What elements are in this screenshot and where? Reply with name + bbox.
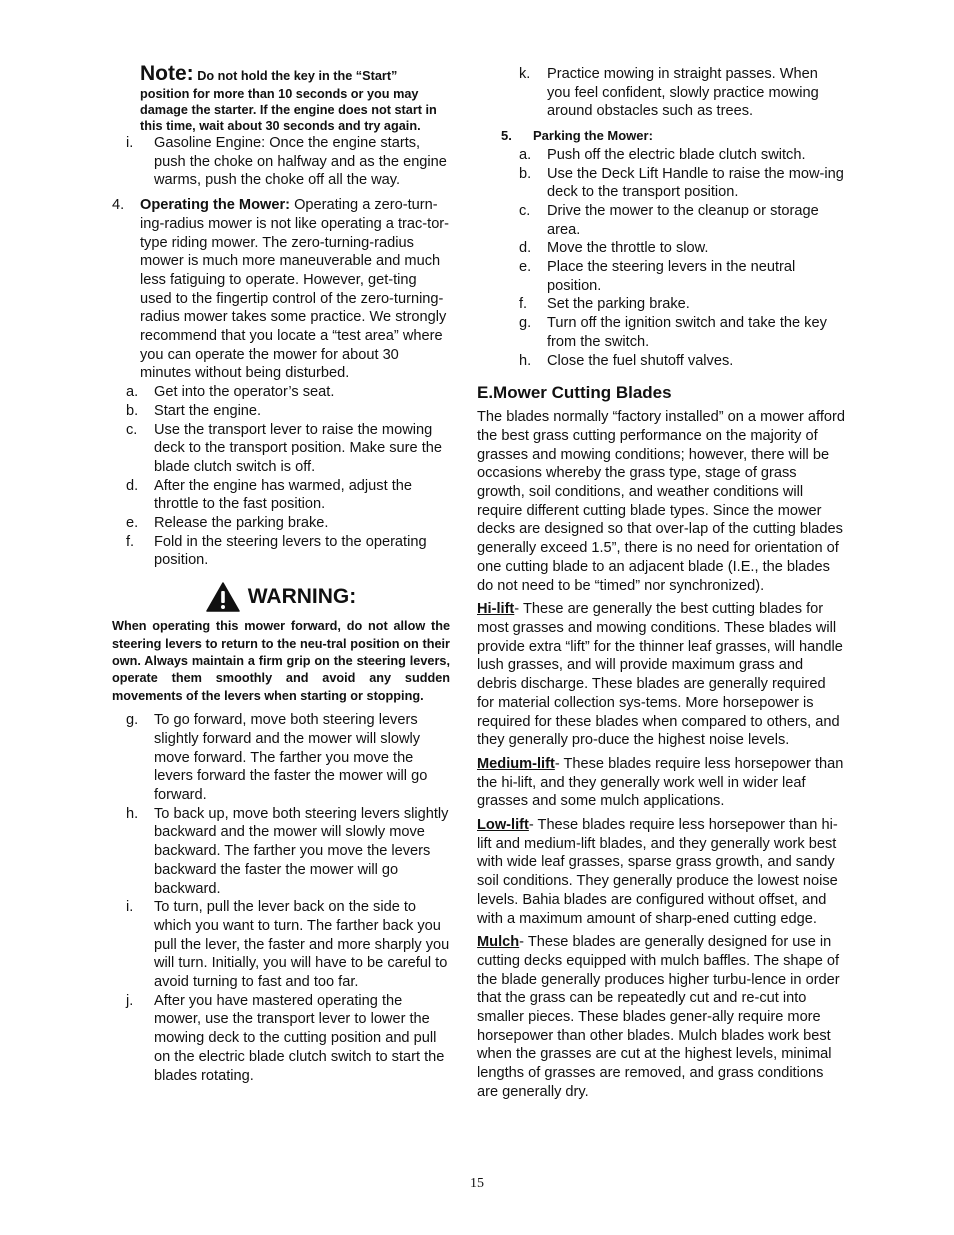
blade-low-lift bbox=[477, 816, 845, 928]
left-column bbox=[112, 62, 450, 1085]
list-item bbox=[126, 533, 450, 570]
step-4-text: Operating a zero-turn-ing-radius mower is not like operating a trac-tor-type riding mower. The zero-turning-radius mower is much more maneuverable and much less fatiguing to operate. However, get-ting used to the fingertip control of the zero-turning-radius mower takes some practice. We strongly recommend that you locate a “test area” where you can operate the mower for about 30 minutes without being disturbed. bbox=[140, 197, 450, 382]
blade-mulch bbox=[477, 933, 845, 1101]
list-marker: h. bbox=[519, 352, 532, 369]
list-text: Place the steering levers in the neutral position. bbox=[547, 259, 796, 294]
list-item bbox=[126, 514, 450, 533]
list-text: After the engine has warmed, adjust the throttle to the fast position. bbox=[154, 477, 412, 513]
list-item bbox=[126, 477, 450, 514]
list-item bbox=[519, 202, 845, 239]
step-4-items bbox=[112, 383, 450, 570]
step-4-body bbox=[140, 196, 450, 383]
step-4 bbox=[112, 196, 450, 383]
list-marker: i. bbox=[126, 135, 134, 151]
step-marker: 4. bbox=[112, 197, 125, 214]
list-marker: e. bbox=[126, 515, 139, 532]
blade-medium-lift bbox=[477, 755, 845, 811]
blade-term: Low-lift bbox=[477, 817, 529, 834]
list-marker: k. bbox=[519, 66, 531, 82]
list-marker: a. bbox=[126, 384, 139, 401]
section-heading: E.Mower Cutting Blades bbox=[477, 383, 672, 403]
list-item bbox=[519, 239, 845, 258]
list-marker: d. bbox=[126, 477, 139, 494]
step-5-title: Parking the Mower: bbox=[533, 128, 653, 144]
list-item bbox=[519, 314, 845, 351]
list-text: To back up, move both steering levers slightly backward and the mower will slowly move backward. The farther you move the levers backward the faster the mower will go backward. bbox=[154, 805, 449, 897]
blade-hi-lift bbox=[477, 600, 845, 750]
list-item bbox=[126, 402, 450, 421]
list-item bbox=[126, 711, 450, 805]
page-number: 15 bbox=[470, 1176, 484, 1191]
list-marker: b. bbox=[126, 402, 139, 419]
right-column bbox=[477, 65, 845, 1107]
list-marker: b. bbox=[519, 165, 532, 182]
blade-term: Mulch bbox=[477, 934, 520, 951]
blade-term: Medium-lift bbox=[477, 755, 555, 772]
list-text: Release the parking brake. bbox=[154, 515, 329, 532]
list-text: Turn off the ignition switch and take the key from the switch. bbox=[547, 315, 827, 350]
list-item bbox=[126, 134, 450, 190]
note-text-rest: position for more than 10 seconds or you may damage the starter. If the engine does not start in this time, wait about 30 seconds and try again. bbox=[140, 87, 437, 133]
list-marker: f. bbox=[519, 296, 528, 313]
warning-triangle-icon bbox=[206, 582, 240, 612]
list-marker: c. bbox=[519, 202, 531, 219]
list-marker: g. bbox=[126, 712, 139, 729]
list-text: After you have mastered operating the mower, use the transport lever to lower the mowing deck to the cutting position and pull on the electric blade clutch switch to start the blades rotating. bbox=[154, 992, 445, 1084]
blade-description: - These blades are generally designed for use in cutting decks equipped with mulch baffles. The shape of the blade generally produces higher turbu-lence in order that the grass can be repeatedly cut and re-cut into smaller pieces. These blades gener-ally require more horsepower than other blades. Mulch blades work best when the grasses are cut at the highest levels, minimal lengths of grasses are removed, and grass conditions are generally dry. bbox=[477, 934, 840, 1100]
list-marker: d. bbox=[519, 240, 532, 257]
list-text: To go forward, move both steering levers slightly forward and the mower will slowly move forward. The farther you move the levers forward the faster the mower will go forward. bbox=[154, 712, 428, 804]
warning-header bbox=[112, 582, 450, 612]
blade-term: Hi-lift bbox=[477, 601, 515, 618]
step-4-continued bbox=[112, 711, 450, 1085]
list-marker: f. bbox=[126, 533, 135, 550]
list-text: Use the Deck Lift Handle to raise the mow-ing deck to the transport position. bbox=[547, 165, 844, 201]
blade-description: - These blades require less horsepower than the hi-lift, and they generally work well in wider leaf grasses and some mulch applications. bbox=[477, 755, 844, 810]
list-text: Get into the operator’s seat. bbox=[154, 384, 335, 401]
list-marker: h. bbox=[126, 805, 139, 822]
section-intro: The blades normally “factory installed” on a mower afford the best grass cutting performance on the majority of grasses and mowing conditions; however, there will be occasions whereby the grass type, stage of grass growth, soil conditions, and weather conditions will require different cutting blade types. Since the mower decks are designed so that over-lap of the cutting blades generally exceed 1.5”, there is no need for orientation of one cutting blade to an adjacent blade (I.E., the blades do not need to be “timed” nor synchronized). bbox=[477, 409, 845, 594]
blade-description: - These blades require less horsepower than hi-lift and medium-lift blades, and they generally work best with wide leaf grasses, sparse grass growth, and sandy soil conditions. They generally produce the lowest noise levels. Bahia blades are configured without offset, and with a maximum amount of sharp-ened cutting edge. bbox=[477, 817, 838, 927]
list-marker: e. bbox=[519, 259, 532, 276]
list-item bbox=[126, 805, 450, 899]
list-text: Set the parking brake. bbox=[547, 296, 690, 313]
list-item bbox=[126, 421, 450, 477]
list-item bbox=[519, 65, 845, 121]
list-marker: c. bbox=[126, 421, 138, 438]
step-5-items bbox=[477, 146, 845, 370]
note-text-first: Do not hold the key in the “Start” bbox=[197, 69, 398, 83]
list-text: Move the throttle to slow. bbox=[547, 240, 709, 257]
list-item bbox=[519, 146, 845, 165]
list-item bbox=[519, 295, 845, 314]
list-item bbox=[126, 383, 450, 402]
list-marker: j. bbox=[126, 992, 134, 1009]
step-5 bbox=[501, 127, 845, 146]
note-block bbox=[140, 62, 450, 134]
list-marker: a. bbox=[519, 146, 532, 163]
list-text: Fold in the steering levers to the operating position. bbox=[154, 533, 427, 569]
note-label: Note: bbox=[140, 62, 194, 85]
list-text: Drive the mower to the cleanup or storage area. bbox=[547, 202, 819, 238]
list-text: Use the transport lever to raise the mowing deck to the transport position. Make sure the blade clutch switch is off. bbox=[154, 421, 442, 475]
list-text: Gasoline Engine: Once the engine starts, push the choke on halfway and as the engine warms, push the choke off all the way. bbox=[154, 135, 447, 189]
list-marker: g. bbox=[519, 315, 532, 332]
step-marker: 5. bbox=[501, 128, 512, 144]
list-item bbox=[519, 258, 845, 295]
warning-text: When operating this mower forward, do not allow the steering levers to return to the neu-tral position on their own. Always maintain a firm grip on the steering levers, operate them smoothly and avoid any sudden movements of the levers when starting or stopping. bbox=[112, 619, 450, 703]
step-4-title: Operating the Mower: bbox=[140, 197, 290, 214]
list-item bbox=[519, 165, 845, 202]
list-item bbox=[519, 352, 845, 371]
list-text: Start the engine. bbox=[154, 402, 262, 419]
list-text: To turn, pull the lever back on the side to which you want to turn. The farther back you pull the lever, the faster and more sharply you will turn. Initially, you will have to be careful to avoid turning to fast and too far. bbox=[154, 899, 450, 991]
list-text: Close the fuel shutoff valves. bbox=[547, 352, 734, 369]
list-item bbox=[126, 898, 450, 992]
blade-description: - These are generally the best cutting blades for most grasses and mowing conditions. These blades will provide extra “lift” for the thinner leaf grasses, will handle lush grasses, and will provide maximum grass and debris discharge. These blades are generally required for material collection sys-tems. More horsepower is required for these blades when compared to others, and they generally pro-duce the highest noise levels. bbox=[477, 601, 843, 749]
list-marker: i. bbox=[126, 899, 134, 916]
list-text: Push off the electric blade clutch switch. bbox=[547, 146, 806, 163]
list-item bbox=[126, 992, 450, 1086]
warning-title: WARNING: bbox=[247, 585, 357, 609]
list-text: Practice mowing in straight passes. When you feel confident, slowly practice mowing around obstacles such as trees. bbox=[547, 66, 819, 120]
